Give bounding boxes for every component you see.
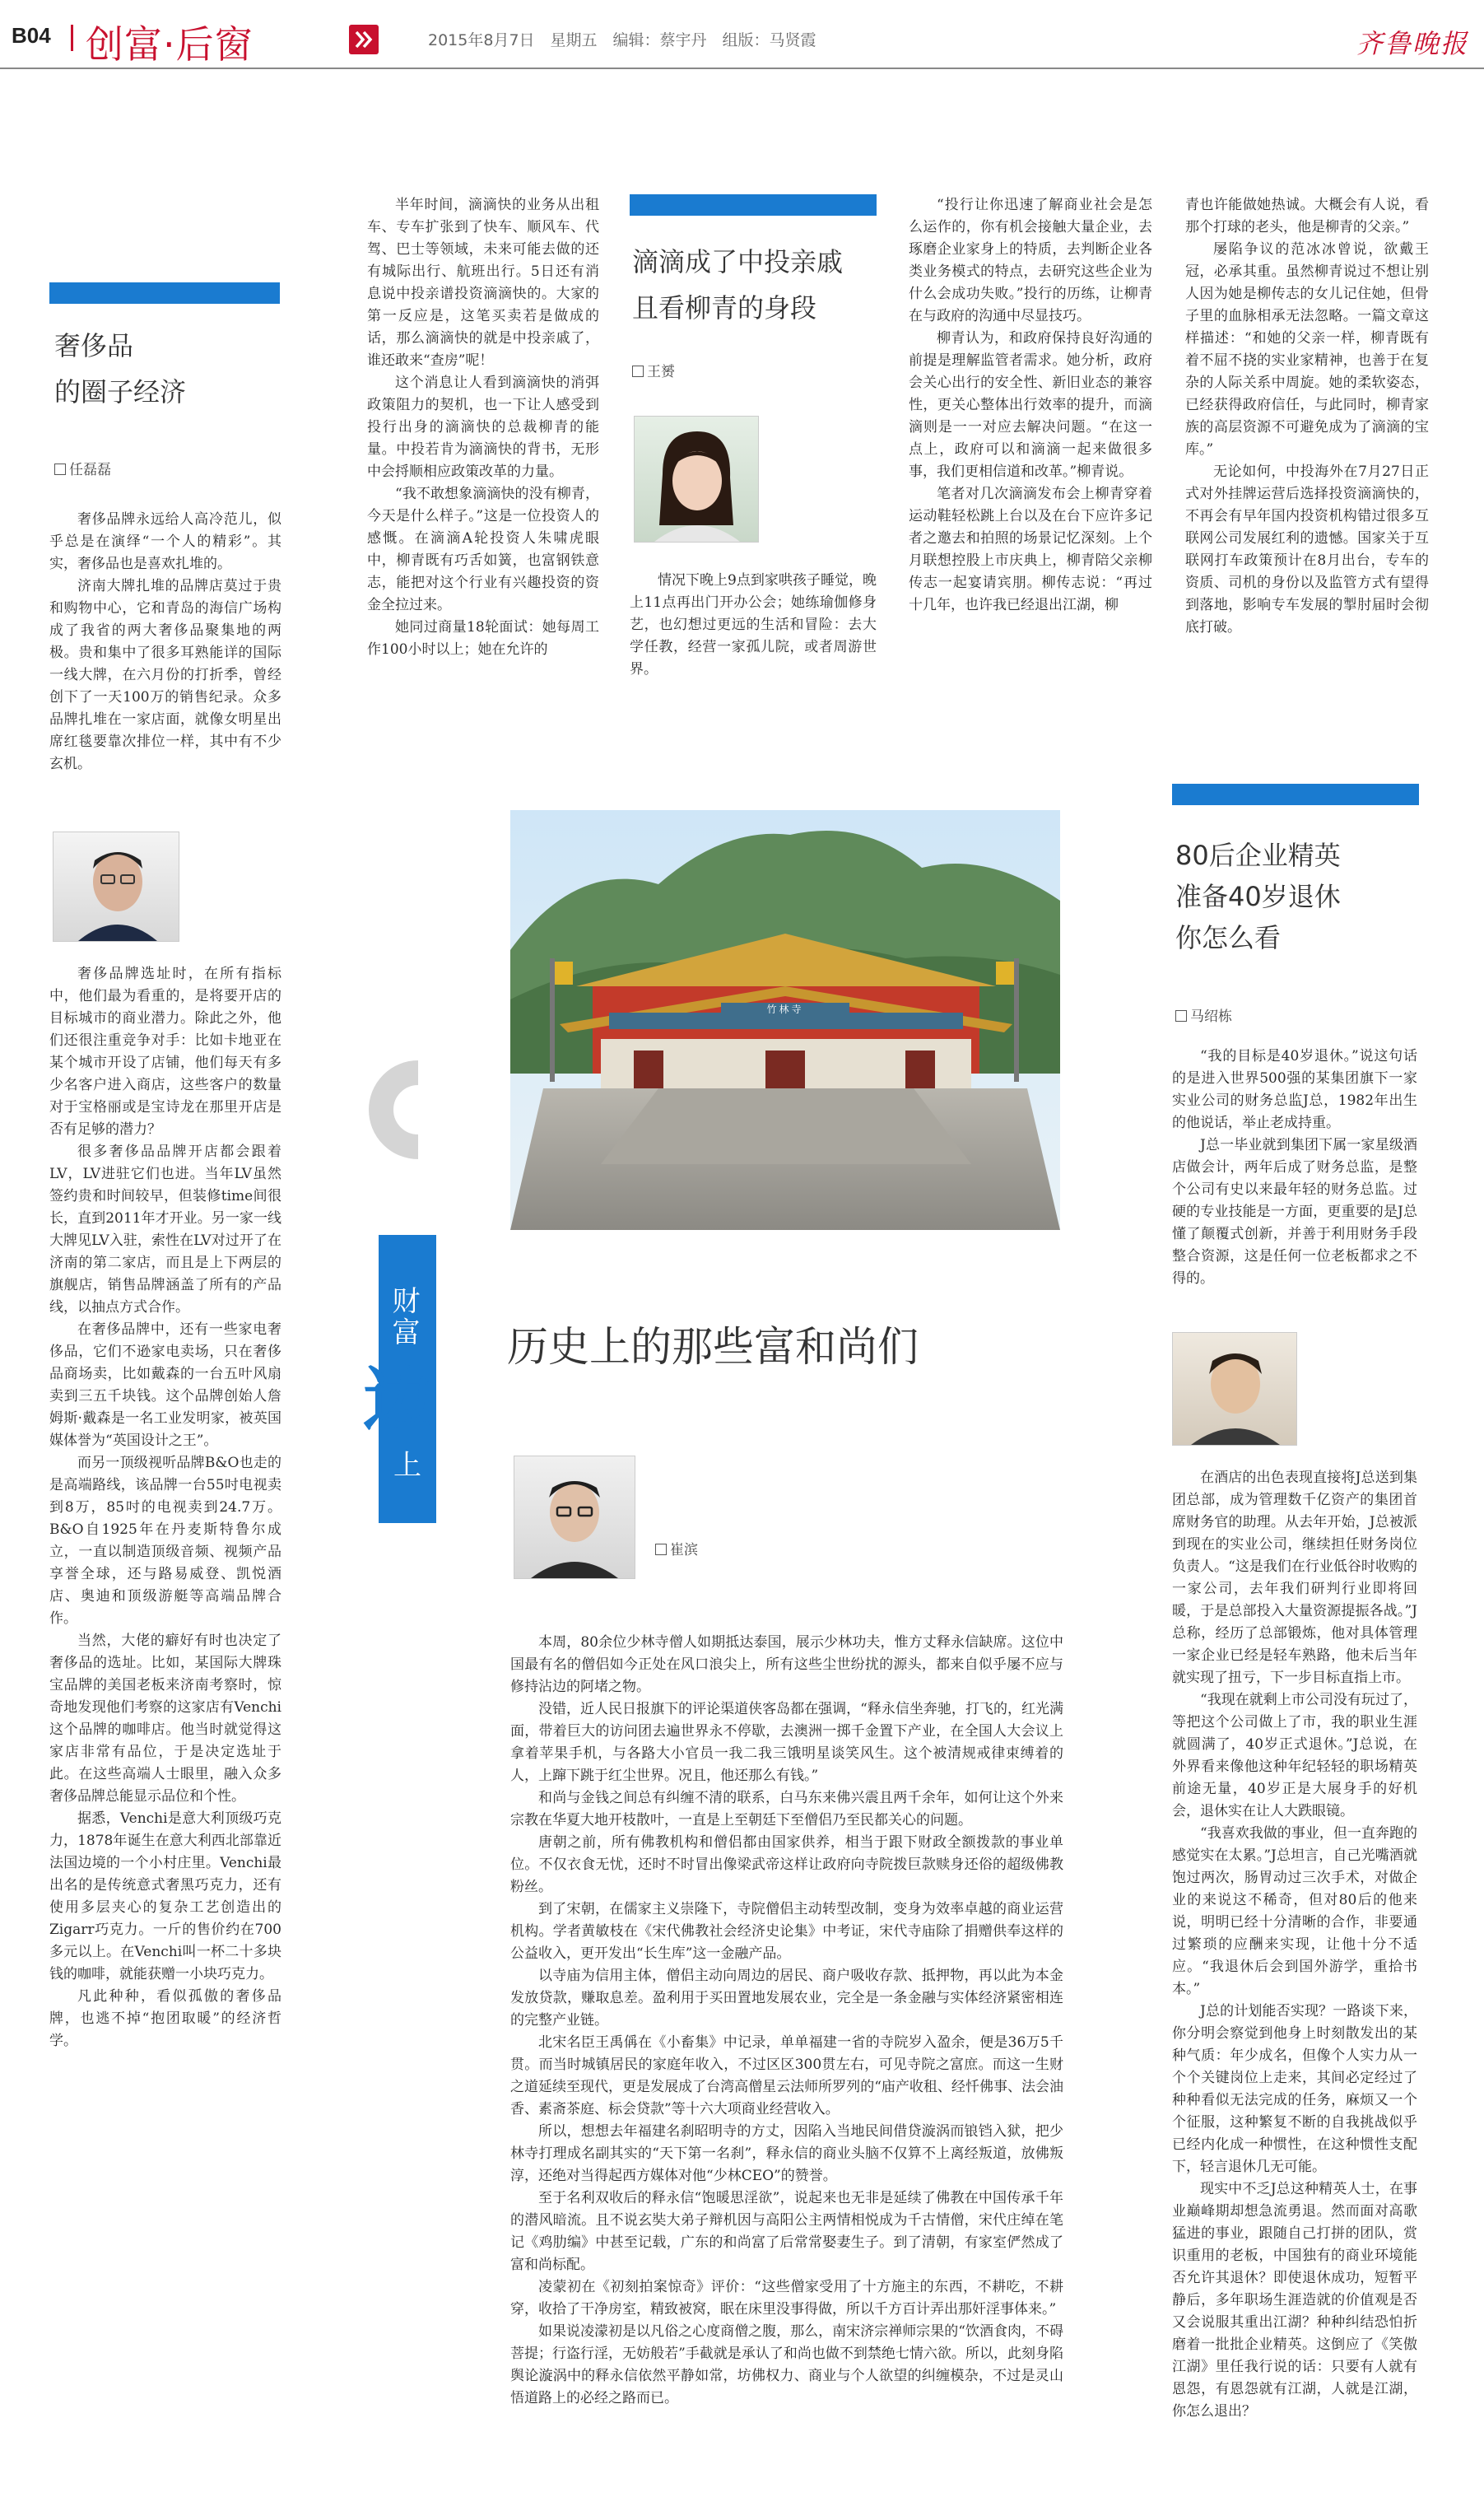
lower-paragraph: 和尚与金钱之间总有纠缠不清的联系，白马东来佛兴震且两千余年，如何让这个外来宗教在华夏大地开枝散叶，一直是上至朝廷下至僧侣乃至民都关心的问题。 [510, 1790, 1063, 1829]
lower-byline-name: 崔滨 [670, 1542, 698, 1558]
side-column-big-char: 边 [362, 1359, 432, 1440]
col4-paragraph: 笔者对几次滴滴发布会上柳青穿着运动鞋轻松跳上台以及在台下应许多记者之邀去和拍照的场景记忆深刻。上个月联想控股上市庆典上，柳青陪父亲柳传志一起宴请宾朋。柳传志说：“再过十几年，也许我已经退出江湖，柳 [909, 486, 1152, 613]
right-byline [1175, 1004, 1232, 1025]
byline-box-icon [632, 366, 644, 377]
section-marker [71, 25, 73, 51]
col1-paragraph: 据悉，Venchi是意大利顶级巧克力，1878年诞生在意大利西北部靠近法国边境的一个小村庄里。Venchi最出名的是传统意式奢黑巧克力，还有使用多层夹心的复杂工艺创造出的Zigarr巧克力。一斤的售价约在700多元以上。在Venchi叫一杯二十多块钱的咖啡，就能获赠一小块巧克力。 [49, 1810, 281, 1982]
header-rule [0, 68, 1484, 69]
chevron-right-icon [349, 25, 379, 54]
col1-headline [54, 323, 186, 415]
col4-paragraph: 柳青认为，和政府保持良好沟通的前提是理解监管者需求。她分析，政府会关心出行的安全性、新旧业态的兼容性，更关心整体出行效率的提升，而滴滴则是一一对应去解决问题。“在这一点上，政府可以和滴滴一起来做很多事，我们更相信道和改革。”柳青说。 [909, 330, 1152, 480]
col3-title-bar [630, 194, 877, 216]
col4-body [909, 194, 1152, 617]
col3-headline-line2: 且看柳青的身段 [632, 292, 817, 324]
right-body-bottom [1172, 1467, 1417, 2423]
circle-decoration [369, 1060, 468, 1159]
right-paragraph: 现实中不乏J总这种精英人士，在事业巅峰期却想急流勇退。然而面对高歌猛进的事业，跟随自己打拼的团队，赏识重用的老板，中国独有的商业环境能否允许其退休？即使退休成功，短暂平静后，多年职场生涯造就的价值观是否又会说服其重出江湖？种种纠结恐怕折磨着一批批企业精英。这倒应了《笑傲江湖》里任我行说的话：只要有人就有恩怨，有恩怨就有江湖，人就是江湖，你怎么退出？ [1172, 2181, 1417, 2420]
right-paragraph: “我喜欢我做的事业，但一直奔跑的感觉实在太累。”J总坦言，自己光嘴酒就饱过两次，肠胃动过三次手术，对做企业的来说这不稀奇，但对80后的他来说，明明已经十分清晰的合作，非要通过繁琐的应酬来实现，让他十分不适应。“我退休后会到国外游学，重拾书本。” [1172, 1825, 1417, 1997]
col1-paragraph: 济南大牌扎堆的品牌店莫过于贵和购物中心，它和青岛的海信广场构成了我省的两大奢侈品聚集地的两极。贵和集中了很多耳熟能详的国际一线大牌，在六月份的打折季，曾经创下了一天100万的销售纪录。众多品牌扎堆在一家店面，就像女明星出席红毯要靠次排位一样，其中有不少玄机。 [49, 578, 281, 772]
col1-byline [54, 458, 111, 478]
col2-body [367, 194, 599, 661]
byline-box-icon [54, 464, 66, 475]
col1-paragraph: 很多奢侈品品牌开店都会跟着LV，LV进驻它们也进。当年LV虽然签约贵和时间较早，但装修time间很长，直到2011年才开业。另一家一线大牌见LV入驻，索性在LV对过开了在济南的第二家店，而且是上下两层的旗舰店，销售品牌涵盖了所有的产品线，以抽点方式合作。 [49, 1144, 281, 1316]
right-headline-line1: 80后企业精英 [1175, 840, 1341, 871]
issue-meta: 2015年8月7日 星期五 编辑：蔡宇丹 组版：马贤霞 [428, 31, 816, 49]
col1-body-bottom [49, 963, 281, 2052]
col3-headline [632, 239, 843, 331]
lower-paragraph: 至于名利双收后的释永信“饱暖思淫欲”，说起来也无非是延续了佛教在中国传承千年的潜风暗流。且不说玄奘大弟子辩机因与高阳公主两情相悦成为千古情僧，宋代庄绰在笔记《鸡肋编》中甚至记载，广东的和尚富了后常常娶妻生子。到了清朝，有家室俨然成了富和尚标配。 [510, 2190, 1063, 2273]
lower-headline: 历史上的那些富和尚们 [507, 1323, 919, 1371]
right-title-bar [1172, 784, 1419, 805]
lower-author-photo [514, 1456, 635, 1579]
col1-paragraph: 在奢侈品牌中，还有一些家电奢侈品，它们不逊家电卖场，只在奢侈品商场卖，比如戴森的一台五叶风扇卖到三五千块钱。这个品牌创始人詹姆斯·戴森是一名工业发明家，被英国媒体誉为“英国设计之王”。 [49, 1321, 281, 1449]
col1-body-top [49, 509, 281, 776]
lower-paragraph: 没错，近人民日报旗下的评论渠道侠客岛都在强调，“释永信坐奔驰，打飞的，红光满面，带着巨大的访问团去遍世界永不停歇，去澳洲一掷千金置下产业，在全国人大会议上拿着苹果手机，与各路大小官员一我二我三饿明星谈笑风生。这个被清规戒律束缚着的人，上蹿下跳于红尘世界。况且，他还那么有钱。” [510, 1701, 1063, 1784]
right-paragraph: “我的目标是40岁退休。”说这句话的是进入世界500强的某集团旗下一家实业公司的财务总监J总，1982年出生的他说话，举止老成持重。 [1172, 1048, 1417, 1131]
lower-paragraph: 所以，想想去年福建名刹昭明寺的方丈，因陷入当地民间借贷漩涡而锒铛入狱，把少林寺打理成名副其实的“天下第一名刹”，释永信的商业头脑不仅算不上离经叛道，放佛叛淳，还绝对当得起西方媒体对他“少林CEO”的赞誉。 [510, 2123, 1063, 2184]
right-paragraph: J总的计划能否实现？一路谈下来，你分明会察觉到他身上时刻散发出的某种气质：年少成名，但像个人实力从一个个关键岗位上走来，其间必定经过了种种看似无法完成的任务，麻烦又一个个征服，这种繁复不断的自我挑战似乎已经内化成一种惯性，在这种惯性支配下，轻言退休几无可能。 [1172, 2003, 1417, 2175]
right-body-top [1172, 1046, 1417, 1290]
col1-paragraph: 凡此种种，看似孤傲的奢侈品牌，也逃不掉“抱团取暖”的经济哲学。 [49, 1988, 281, 2049]
col2-paragraph: “我不敢想象滴滴快的没有柳青，今天是什么样子。”这是一位投资人的感慨。在滴滴A轮投资人朱啸虎眼中，柳青既有巧舌如簧，也富钢铁意志，能把对这个行业有兴趣投资的资金全拉过来。 [367, 486, 599, 613]
lower-paragraph: 北宋名臣王禹偁在《小畜集》中记录，单单福建一省的寺院岁入盈余，便是36万5千贯。而当时城镇居民的家庭年收入，不过区区300贯左右，可见寺院之富庶。而这一生财之道延续至现代，更是发展成了台湾高僧星云法师所罗列的“庙产收租、经忏佛事、法会油香、素斋茶庭、标会贷款”等十六大项商业经营收入。 [510, 2034, 1063, 2117]
right-paragraph: 在酒店的出色表现直接将J总送到集团总部，成为管理数千亿资产的集团首席财务官的助理。从去年开始，J总被派到现在的实业公司，继续担任财务岗位负责人。“这是我们在行业低谷时收购的一家公司，去年我们研判行业即将回暖，于是总部投入大量资源提振各战。”J总称，经历了总部锻炼，他对具体管理一家企业已经是轻车熟路，他未后当年就实现了扭亏，下一步目标直指上市。 [1172, 1470, 1417, 1686]
section-title-part-b: 后窗 [175, 22, 254, 67]
right-byline-name: 马绍栋 [1190, 1009, 1232, 1025]
col2-paragraph: 她同过商量18轮面试：她每周工作100小时以上；她在允许的 [367, 619, 599, 658]
col1-title-bar [49, 282, 280, 304]
col3-paragraph: 情况下晚上9点到家哄孩子睡觉，晚上11点再出门开办公会；她练瑜伽修身艺，也幻想过更远的生活和冒险：去大学任教，经营一家孤儿院，或者周游世界。 [630, 572, 877, 678]
col1-headline-line1: 奢侈品 [54, 330, 134, 361]
col1-paragraph: 奢侈品牌选址时，在所有指标中，他们最为看重的，是将要开店的目标城市的商业潜力。除此之外，他们还很注重竞争对手：比如卡地亚在某个城市开设了店铺，他们每天有多少名客户进入商店，这些客户的数量对于宝格丽或是宝诗龙在那里开店是否有足够的潜力？ [49, 966, 281, 1138]
right-paragraph: J总一毕业就到集团下属一家星级酒店做会计，两年后成了财务总监，是整个公司有史以来最年轻的财务总监。过硬的专业技能是一方面，更重要的是J总懂了颠覆式创新，并善于利用财务手段整合资源，这是任何一位老板都求之不得的。 [1172, 1137, 1417, 1287]
col3-author-photo [634, 416, 759, 543]
lower-paragraph: 以寺庙为信用主体，僧侣主动向周边的居民、商户吸收存款、抵押物，再以此为本金发放贷款，赚取息差。盈利用于买田置地发展农业，完全是一条金融与实体经济紧密相连的完整产业链。 [510, 1968, 1063, 2029]
col3-byline [632, 360, 675, 380]
temple-banner-text: 竹林寺 [766, 1004, 804, 1015]
col5-paragraph: 无论如何，中投海外在7月27日正式对外挂牌运营后选择投资滴滴快的，不再会有早年国内投资机构错过很多互联网公司发展红利的遗憾。国家关于互联网打车政策预计在8月出台，专车的资质、司机的身份以及监管方式有望得到落地，影响专车发展的掣肘届时会彻底打破。 [1185, 464, 1429, 636]
col5-paragraph: 屡陷争议的范冰冰曾说，欲戴王冠，必承其重。虽然柳青说过不想让别人因为她是柳传志的女儿记住她，但骨子里的血脉相承无法忽略。一篇文章这样描述：“和她的父亲一样，柳青既有着不屈不挠的实业家精神，也善于在复杂的人际关系中周旋。她的柔软姿态，已经获得政府信任，与此同时，柳青家族的高层资源不可避免成为了滴滴的宝库。” [1185, 241, 1429, 458]
page-number: B04 [12, 23, 51, 48]
temple-banner [721, 1003, 849, 1016]
col4-paragraph: “投行让你迅速了解商业社会是怎么运作的，你有机会接触大量企业，去琢磨企业家身上的特质，去判断企业各类业务模式的特点，去研究这些企业为什么会成功失败。”投行的历练，让柳青在与政府的沟通中尽显技巧。 [909, 197, 1152, 324]
col1-headline-line2: 的圈子经济 [54, 376, 187, 408]
lower-paragraph: 到了宋朝，在儒家主义崇隆下，寺院僧侣主动转型改制，变身为效率卓越的商业运营机构。学者黄敏枝在《宋代佛教社会经济史论集》中考证，宋代寺庙除了捐赠供奉这样的公益收入，更开发出“长生库”这一金融产品。 [510, 1901, 1063, 1962]
section-title [86, 15, 254, 69]
col5-paragraph: 青也许能做她热诚。大概会有人说，看那个打球的老头，他是柳青的父亲。” [1185, 197, 1429, 235]
right-author-photo [1172, 1332, 1297, 1446]
right-headline-line3: 你怎么看 [1175, 922, 1282, 953]
section-title-dot: · [163, 22, 176, 67]
byline-box-icon [1175, 1010, 1187, 1022]
col1-paragraph: 当然，大佬的癖好有时也决定了奢侈品的选址。比如，某国际大牌珠宝品牌的美国老板来济南考察时，惊奇地发现他们考察的这家店有Venchi这个品牌的咖啡店。他当时就觉得这家店非常有品位，于是决定选址于此。在这些高端人士眼里，融入众多奢侈品牌总能显示品位和个性。 [49, 1633, 281, 1805]
col2-paragraph: 半年时间，滴滴快的业务从出租车、专车扩张到了快车、顺风车、代驾、巴士等领域，未来可能去做的还有城际出行、航班出行。5日还有消息说中投亲谱投资滴滴快的。大家的第一反应是，这笔买卖若是做成的话，那么滴滴快的就是中投亲戚了，谁还敢来“查房”呢！ [367, 197, 599, 369]
page-header [0, 0, 1484, 68]
col1-paragraph: 而另一顶级视听品牌B&O也走的是高端路线，该品牌一台55吋电视卖到8万，85吋的电视卖到24.7万。B&O自1925年在丹麦斯特鲁尔成立，一直以制造顶级音频、视频产品享誉全球，还与路易威登、凯悦酒店、奥迪和顶级游艇等高端品牌合作。 [49, 1455, 281, 1627]
byline-box-icon [655, 1544, 667, 1555]
col3-headline-line1: 滴滴成了中投亲戚 [632, 246, 844, 277]
right-paragraph: “我现在就剩上市公司没有玩过了，等把这个公司做上了市，我的职业生涯就圆满了，40岁正式退休。”J总说，在外界看来像他这种年纪轻轻的职场精英前途无量，40岁正是大展身手的好机会，退休实在让人大跌眼镜。 [1172, 1692, 1417, 1819]
side-column-label-2: 上 [393, 1449, 421, 1482]
col1-paragraph: 奢侈品牌永远给人高冷范儿，似乎总是在演绎“一个人的精彩”。其实，奢侈品也是喜欢扎堆的。 [49, 511, 281, 572]
lower-paragraph: 唐朝之前，所有佛教机构和僧侣都由国家供养，相当于跟下财政全额拨款的事业单位。不仅衣食无忧，还时不时冒出像梁武帝这样让政府向寺院拨巨款赎身还俗的超级佛教粉丝。 [510, 1834, 1063, 1895]
lower-byline [655, 1538, 698, 1558]
col2-paragraph: 这个消息让人看到滴滴快的消弭政策阻力的契机，也一下让人感受到投行出身的滴滴快的总裁柳青的能量。中投若肯为滴滴快的背书，无形中会捋顺相应政策改革的力量。 [367, 375, 599, 480]
lower-paragraph: 凌蒙初在《初刻拍案惊奇》评价：“这些僧家受用了十方施主的东西，不耕吃，不耕穿，收拾了干净房室，精致被窝，眠在床里没事得做，所以千方百计弄出那奸淫事体来。” [510, 2279, 1063, 2318]
col1-byline-name: 任磊磊 [69, 462, 111, 478]
lower-body [510, 1632, 1063, 2410]
lower-paragraph: 如果说凌濛初是以凡俗之心度商僧之腹，那么，南宋济宗禅师宗果的“饮酒食肉，不碍菩提；行盗行淫，无妨般若”手截就是承认了和尚也做不到禁绝七情六欲。所以，此刻身陷舆论漩涡中的释永信依然平静如常，坊佛权力、商业与个人欲望的纠缠模杂，不过是灵山悟道路上的必经之路而已。 [510, 2323, 1063, 2406]
col5-body [1185, 194, 1429, 639]
side-column-label-1: 财富 [387, 1286, 420, 1349]
lower-paragraph: 本周，80余位少林寺僧人如期抵达泰国，展示少林功夫，惟方丈释永信缺席。这位中国最有名的僧侣如今正处在风口浪尖上，所有这些尘世纷扰的源头，都来自似乎屡不应与修持沾边的阿堵之物。 [510, 1634, 1063, 1695]
col1-author-photo [53, 832, 179, 942]
section-title-part-a: 创富 [86, 22, 163, 67]
right-headline-line2: 准备40岁退休 [1175, 881, 1341, 912]
temple-photo [510, 810, 1060, 1230]
masthead-logo: 齐鲁晚报 [1356, 28, 1469, 59]
col3-body [630, 570, 877, 681]
right-headline [1175, 835, 1341, 958]
col3-byline-name: 王赟 [647, 364, 675, 380]
